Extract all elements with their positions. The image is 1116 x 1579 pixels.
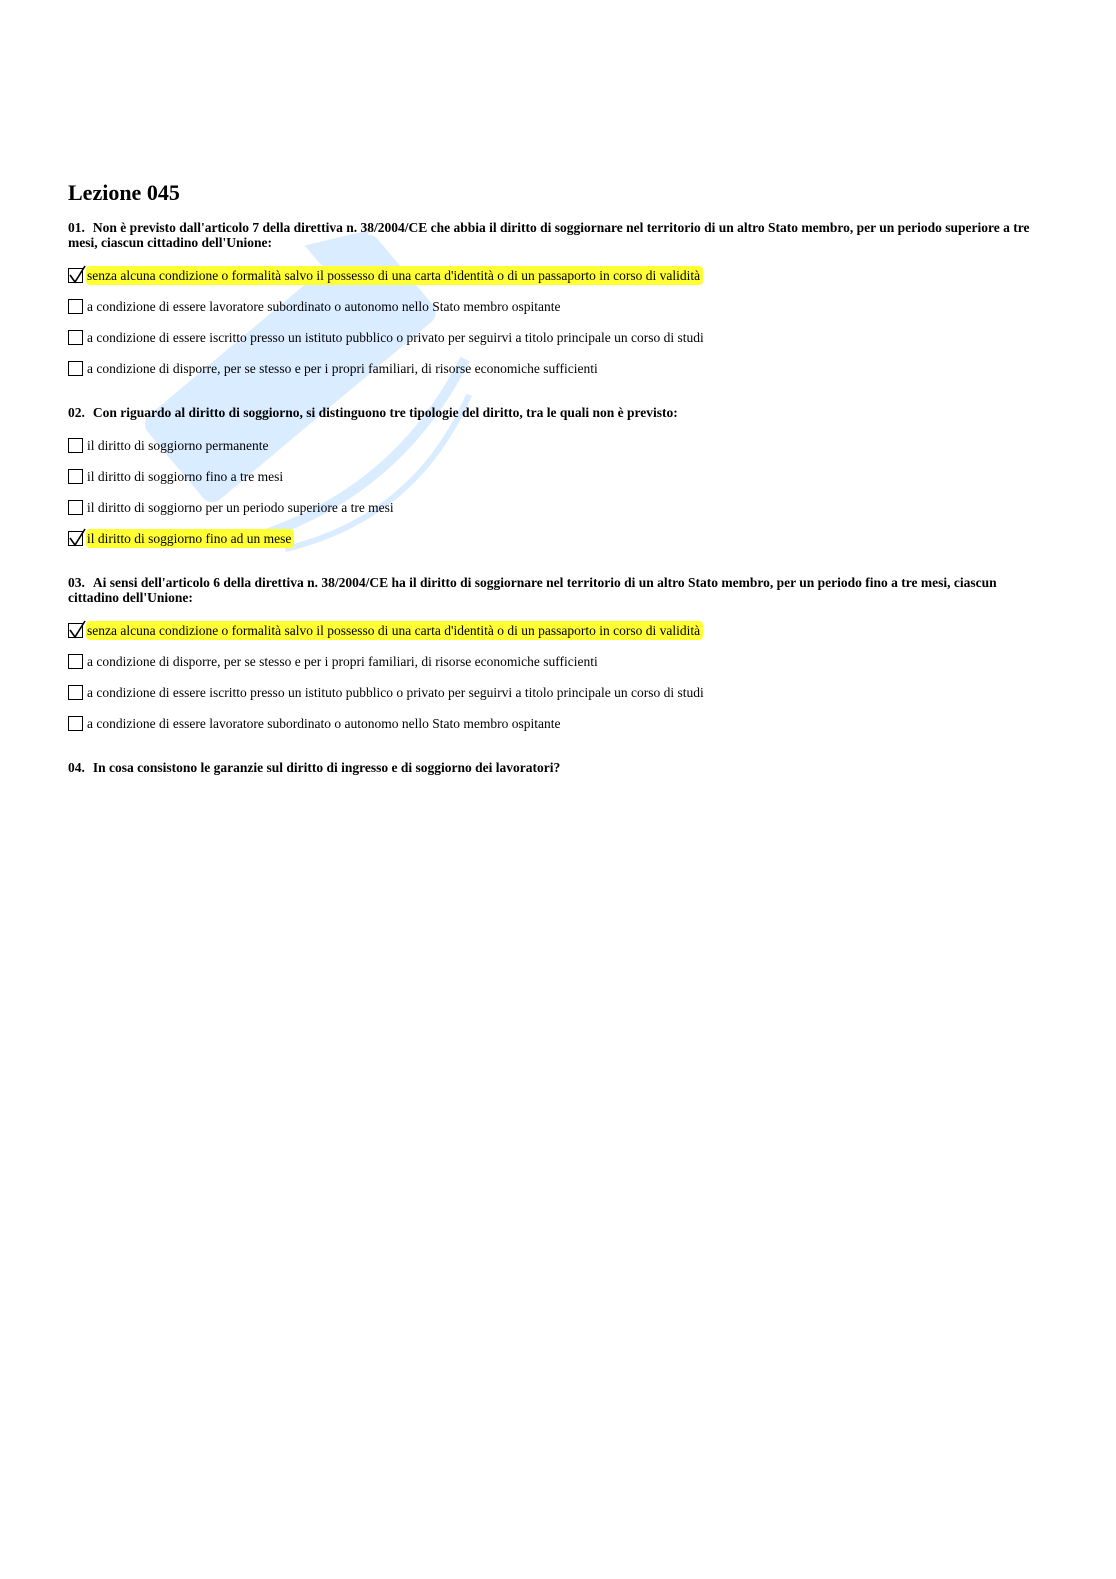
answer-text: il diritto di soggiorno per un periodo superiore a tre mesi	[87, 499, 394, 515]
question-body: Con riguardo al diritto di soggiorno, si distinguono tre tipologie del diritto, tra le quali non è previsto:	[92, 405, 678, 420]
checked-checkbox-icon[interactable]	[68, 623, 83, 638]
lesson-title: Lezione 045	[68, 180, 180, 205]
correct-answer-text: il diritto di soggiorno fino ad un mese	[86, 529, 294, 548]
question-2	[68, 405, 1048, 549]
checked-checkbox-icon[interactable]	[68, 268, 83, 283]
checkbox-icon[interactable]	[68, 469, 83, 484]
correct-answer-text: senza alcuna condizione o formalità salvo il possesso di una carta d'identità o di un passaporto in corso di validità	[86, 621, 703, 640]
answer-option[interactable]	[68, 527, 1048, 549]
question-text	[68, 575, 1048, 605]
answer-text: a condizione di essere iscritto presso un istituto pubblico o privato per seguirvi a titolo principale un corso di studi	[87, 329, 704, 345]
question-number: 03.	[68, 575, 85, 590]
answer-option[interactable]	[68, 357, 1048, 379]
checkmark-icon	[68, 528, 86, 547]
checkbox-icon[interactable]	[68, 500, 83, 515]
question-number: 02.	[68, 405, 85, 420]
checkbox-icon[interactable]	[68, 716, 83, 731]
answer-option[interactable]	[68, 434, 1048, 456]
answer-option[interactable]	[68, 650, 1048, 672]
answer-option[interactable]	[68, 264, 1048, 286]
question-4	[68, 760, 1048, 775]
checkbox-icon[interactable]	[68, 654, 83, 669]
question-3	[68, 575, 1048, 734]
answer-option[interactable]	[68, 496, 1048, 518]
question-1	[68, 220, 1048, 379]
question-number: 04.	[68, 760, 85, 775]
question-text	[68, 760, 1048, 775]
answer-text: il diritto di soggiorno fino a tre mesi	[87, 468, 284, 484]
question-body: Non è previsto dall'articolo 7 della direttiva n. 38/2004/CE che abbia il diritto di soggiornare nel territorio di un altro Stato membro, per un periodo superiore a tre mesi, ciascun cittadino dell'Unione:	[68, 220, 1030, 250]
checkbox-icon[interactable]	[68, 438, 83, 453]
question-text	[68, 405, 1048, 420]
answer-option[interactable]	[68, 681, 1048, 703]
answer-text: a condizione di disporre, per se stesso e per i propri familiari, di risorse economiche sufficienti	[87, 360, 598, 376]
checkmark-icon	[68, 265, 86, 284]
checked-checkbox-icon[interactable]	[68, 531, 83, 546]
correct-answer-text: senza alcuna condizione o formalità salvo il possesso di una carta d'identità o di un passaporto in corso di validità	[86, 266, 703, 285]
question-list	[68, 220, 1048, 775]
checkbox-icon[interactable]	[68, 361, 83, 376]
answer-text: il diritto di soggiorno permanente	[87, 437, 269, 453]
checkmark-icon	[68, 620, 86, 639]
document-page	[68, 178, 1048, 801]
question-text	[68, 220, 1048, 250]
answer-option[interactable]	[68, 619, 1048, 641]
question-body: In cosa consistono le garanzie sul diritto di ingresso e di soggiorno dei lavoratori?	[92, 760, 561, 775]
answer-option[interactable]	[68, 712, 1048, 734]
answer-option[interactable]	[68, 295, 1048, 317]
answer-option[interactable]	[68, 465, 1048, 487]
checkbox-icon[interactable]	[68, 299, 83, 314]
question-number: 01.	[68, 220, 85, 235]
checkbox-icon[interactable]	[68, 330, 83, 345]
answer-text: a condizione di essere iscritto presso un istituto pubblico o privato per seguirvi a titolo principale un corso di studi	[87, 684, 704, 700]
answer-text: a condizione di essere lavoratore subordinato o autonomo nello Stato membro ospitante	[87, 298, 561, 314]
answer-text: a condizione di essere lavoratore subordinato o autonomo nello Stato membro ospitante	[87, 715, 561, 731]
answer-option[interactable]	[68, 326, 1048, 348]
question-body: Ai sensi dell'articolo 6 della direttiva n. 38/2004/CE ha il diritto di soggiornare nel territorio di un altro Stato membro, per un periodo fino a tre mesi, ciascun cittadino dell'Unione:	[68, 575, 997, 605]
answer-text: a condizione di disporre, per se stesso e per i propri familiari, di risorse economiche sufficienti	[87, 653, 598, 669]
checkbox-icon[interactable]	[68, 685, 83, 700]
